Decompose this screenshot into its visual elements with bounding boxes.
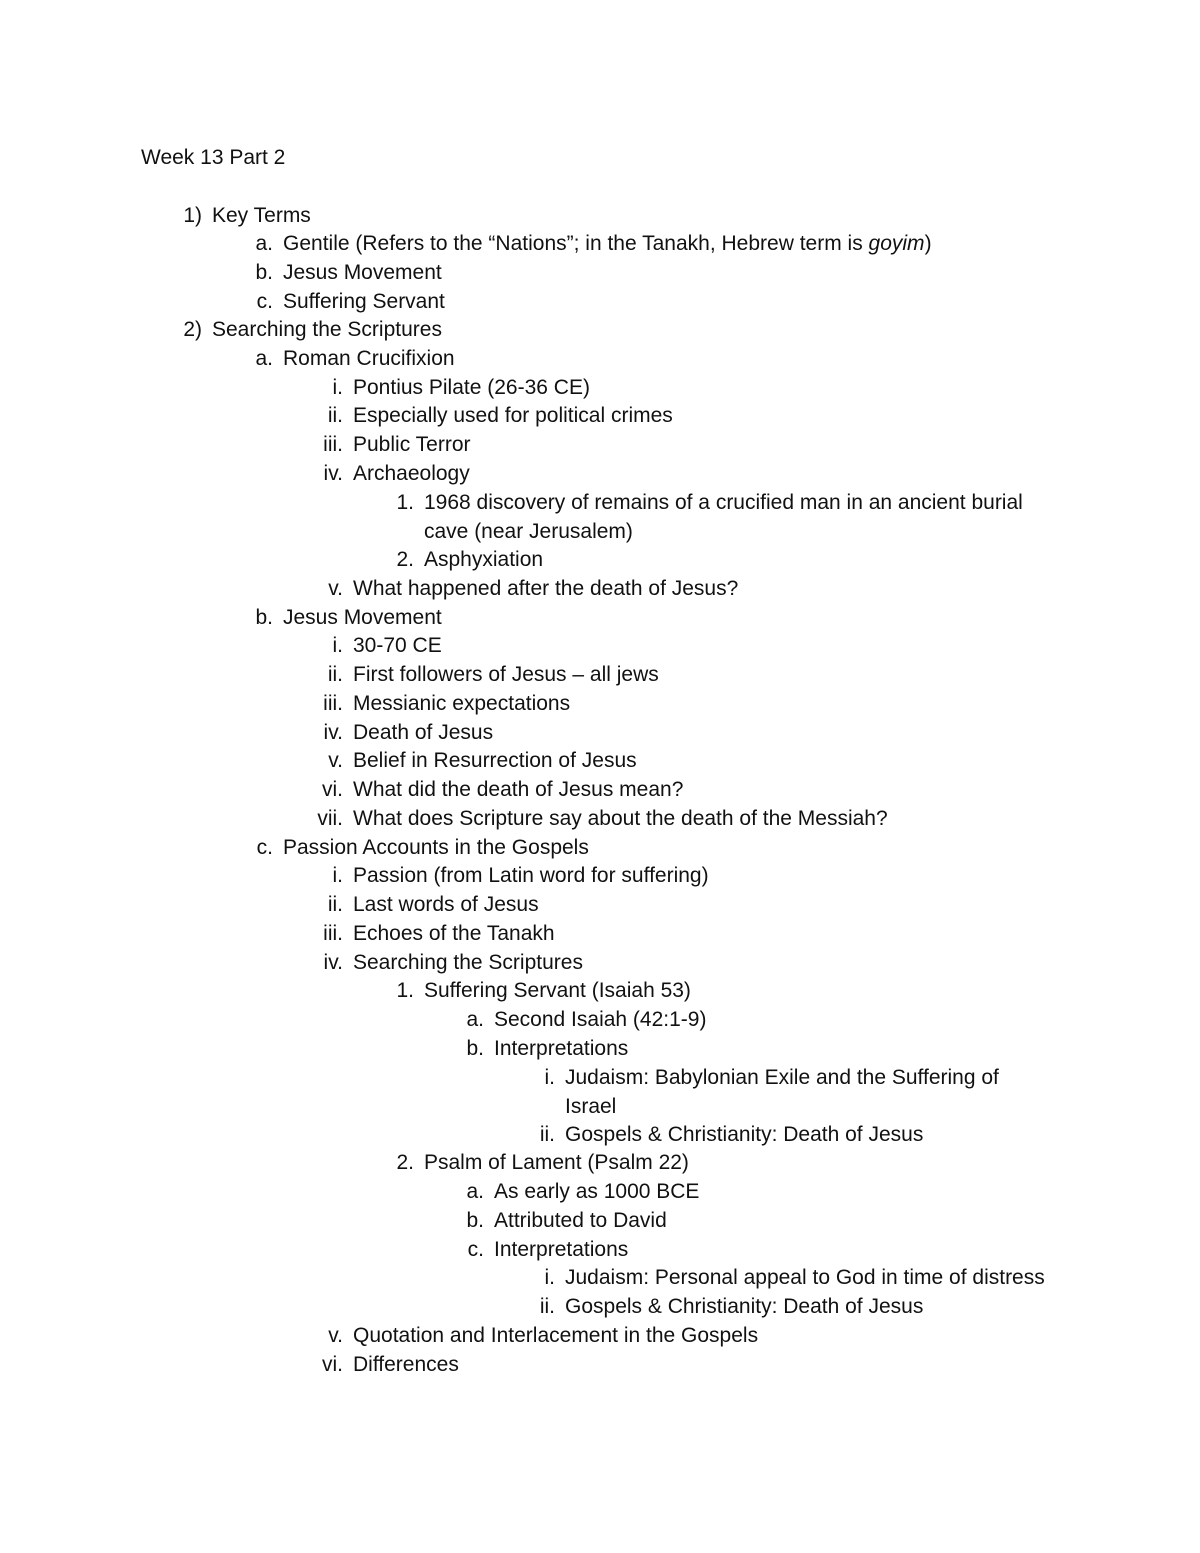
list-marker: c. — [467, 1238, 484, 1261]
italic-term: goyim — [868, 232, 925, 255]
list-marker: v. — [328, 1324, 343, 1347]
item-text: Attributed to David — [494, 1209, 667, 1232]
list-marker: b. — [466, 1209, 484, 1232]
list-marker: c. — [256, 290, 273, 313]
list-marker: i. — [544, 1066, 555, 1089]
item-text: Differences — [353, 1353, 459, 1376]
outline-item — [323, 430, 471, 459]
list-marker: a. — [255, 232, 273, 255]
list-marker: 1. — [396, 491, 414, 514]
item-text: Suffering Servant — [283, 290, 445, 313]
outline-item — [323, 718, 494, 747]
item-text: Passion Accounts in the Gospels — [283, 836, 589, 859]
list-marker: ii. — [327, 893, 343, 916]
list-marker: 2. — [396, 1151, 414, 1174]
item-text: Interpretations — [494, 1037, 629, 1060]
item-text: Messianic expectations — [353, 692, 571, 715]
list-marker: iii. — [323, 433, 343, 456]
outline-item — [322, 775, 684, 804]
outline-item — [256, 287, 445, 316]
item-text: Searching the Scriptures — [212, 318, 442, 341]
outline-item — [467, 1235, 629, 1264]
item-text: Interpretations — [494, 1238, 629, 1261]
outline-item — [544, 1263, 1045, 1292]
outline-item — [544, 1063, 999, 1092]
item-text: 30-70 CE — [353, 634, 442, 657]
item-text: What does Scripture say about the death of the Messiah? — [353, 807, 888, 830]
list-marker: iv. — [323, 951, 343, 974]
item-text: Judaism: Personal appeal to God in time of distress — [565, 1266, 1045, 1289]
outline-item — [466, 1034, 629, 1063]
outline-item — [255, 258, 442, 287]
list-marker: iii. — [323, 922, 343, 945]
outline-item — [255, 603, 442, 632]
item-text: Gospels & Christianity: Death of Jesus — [565, 1295, 924, 1318]
item-text-continuation: Israel — [565, 1095, 617, 1118]
item-text: Psalm of Lament (Psalm 22) — [424, 1151, 689, 1174]
list-marker: vi. — [322, 778, 343, 801]
list-marker: vi. — [322, 1353, 343, 1376]
outline-item — [323, 459, 470, 488]
item-text: What happened after the death of Jesus? — [353, 577, 739, 600]
outline-item — [183, 201, 311, 230]
outline-item — [256, 833, 589, 862]
list-marker: ii. — [327, 404, 343, 427]
outline-item — [466, 1206, 667, 1235]
list-marker: i. — [544, 1266, 555, 1289]
list-marker: ii. — [539, 1123, 555, 1146]
item-text: As early as 1000 BCE — [494, 1180, 700, 1203]
outline-item — [328, 574, 739, 603]
item-text: Judaism: Babylonian Exile and the Suffering of — [565, 1066, 999, 1089]
outline-item — [327, 890, 539, 919]
outline-item — [539, 1292, 924, 1321]
outline-item — [466, 1177, 700, 1206]
item-text: Asphyxiation — [424, 548, 544, 571]
item-text: Death of Jesus — [353, 721, 494, 744]
outline-item — [317, 804, 888, 833]
item-text-tail: ) — [924, 232, 932, 255]
item-text: Pontius Pilate (26-36 CE) — [353, 376, 590, 399]
outline-item — [332, 373, 590, 402]
item-text: Jesus Movement — [283, 261, 442, 284]
list-marker: iv. — [323, 721, 343, 744]
list-marker: i. — [332, 376, 343, 399]
item-text: Key Terms — [212, 204, 311, 227]
outline-item — [323, 919, 555, 948]
list-marker: iii. — [323, 692, 343, 715]
item-text: Quotation and Interlacement in the Gospels — [353, 1324, 759, 1347]
item-text: First followers of Jesus – all jews — [353, 663, 659, 686]
list-marker: v. — [328, 749, 343, 772]
list-marker: c. — [256, 836, 273, 859]
outline-item — [396, 545, 544, 574]
list-marker: 1. — [396, 979, 414, 1002]
list-marker: b. — [466, 1037, 484, 1060]
outline-item — [396, 1148, 689, 1177]
item-text: Belief in Resurrection of Jesus — [353, 749, 637, 772]
list-marker: vii. — [317, 807, 343, 830]
item-text: Last words of Jesus — [353, 893, 539, 916]
item-text: Second Isaiah (42:1-9) — [494, 1008, 707, 1031]
list-marker: 1) — [183, 204, 202, 227]
item-text-continuation: cave (near Jerusalem) — [424, 520, 633, 543]
list-marker: b. — [255, 606, 273, 629]
list-marker: i. — [332, 864, 343, 887]
list-marker: a. — [466, 1008, 484, 1031]
outline-item — [396, 488, 1023, 517]
item-text: Suffering Servant (Isaiah 53) — [424, 979, 691, 1002]
list-marker: 2) — [183, 318, 202, 341]
item-text: What did the death of Jesus mean? — [353, 778, 684, 801]
outline-item — [183, 315, 442, 344]
outline-item — [255, 344, 455, 373]
outline-item — [323, 948, 583, 977]
outline-item — [255, 229, 932, 258]
outline-item — [322, 1350, 459, 1379]
list-marker: iv. — [323, 462, 343, 485]
list-marker: 2. — [396, 548, 414, 571]
item-text: Jesus Movement — [283, 606, 442, 629]
list-marker: b. — [255, 261, 273, 284]
list-marker: v. — [328, 577, 343, 600]
list-marker: a. — [466, 1180, 484, 1203]
list-marker: i. — [332, 634, 343, 657]
outline-item — [327, 660, 659, 689]
outline-item — [328, 1321, 759, 1350]
outline-item — [328, 746, 637, 775]
item-text: Searching the Scriptures — [353, 951, 583, 974]
item-text: Especially used for political crimes — [353, 404, 673, 427]
outline-item — [323, 689, 571, 718]
item-text: Gentile (Refers to the “Nations”; in the Tanakh, Hebrew term is — [283, 232, 869, 255]
item-text: 1968 discovery of remains of a crucified man in an ancient burial — [424, 491, 1023, 514]
item-text: Roman Crucifixion — [283, 347, 455, 370]
list-marker: ii. — [539, 1295, 555, 1318]
item-text: Echoes of the Tanakh — [353, 922, 555, 945]
item-text: Public Terror — [353, 433, 471, 456]
document-title: Week 13 Part 2 — [141, 146, 286, 169]
outline-item — [466, 1005, 707, 1034]
outline-item — [539, 1120, 924, 1149]
list-marker: a. — [255, 347, 273, 370]
outline-item — [396, 976, 691, 1005]
item-text: Gospels & Christianity: Death of Jesus — [565, 1123, 924, 1146]
outline-item — [327, 401, 673, 430]
outline-item — [332, 861, 709, 890]
list-marker: ii. — [327, 663, 343, 686]
item-text: Archaeology — [353, 462, 470, 485]
item-text: Passion (from Latin word for suffering) — [353, 864, 709, 887]
outline-item — [332, 631, 442, 660]
